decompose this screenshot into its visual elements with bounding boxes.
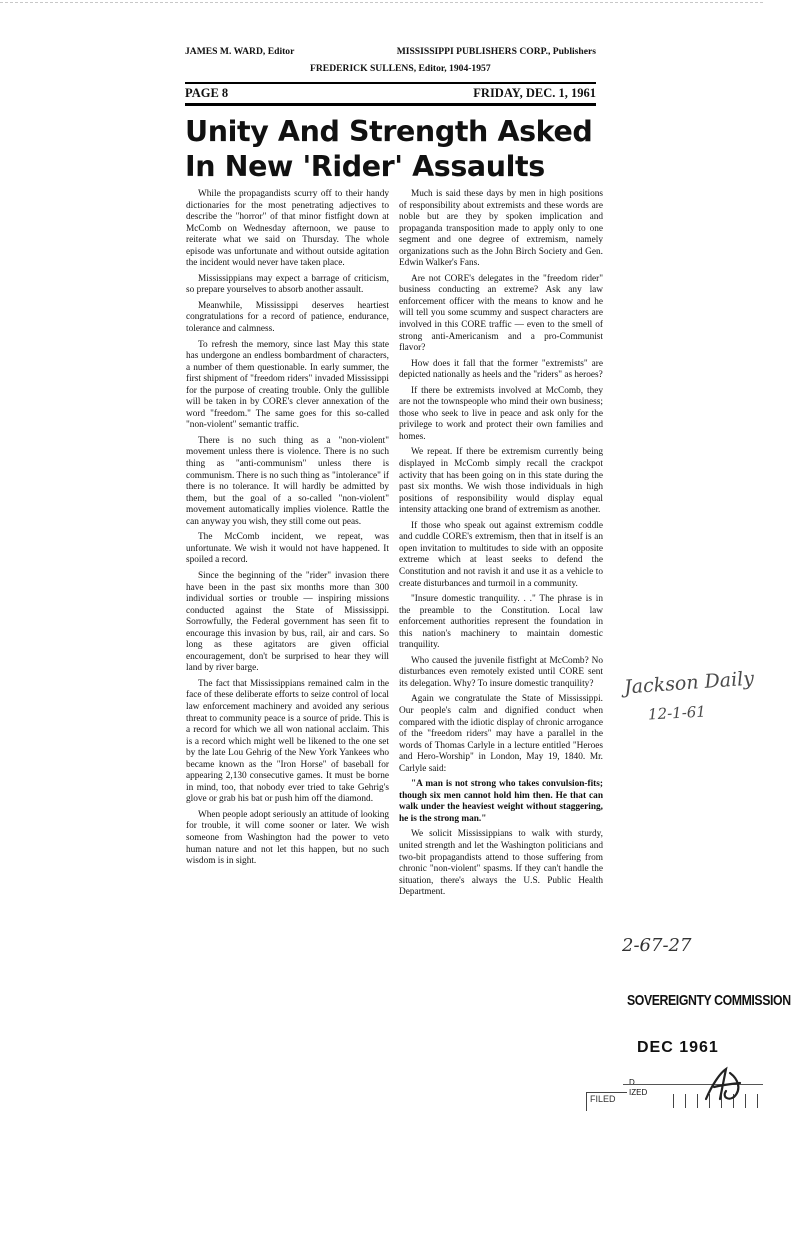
page-label: PAGE 8 (185, 86, 229, 100)
page-bar-rule (185, 103, 596, 106)
paragraph: Since the beginning of the "rider" invasion there have been in the past six months more than 300 individual sorties or trouble — inspiring missions conducted against the State of Mississippi. Sorrowfully, the Federal government has seen fit to encourage this invasion by bus, rail, air and cars. So long as these agitators are given official encouragement, don't be surprised to hear they will land by river barge. (186, 570, 389, 674)
top-dashed-border (0, 2, 763, 3)
date-line: FRIDAY, DEC. 1, 1961 (473, 86, 596, 100)
paragraph: If there be extremists involved at McComb, they are not the townspeople who mind their own business; those who seek to live in peace and ask only for the privilege to work and protect their own families and homes. (399, 385, 603, 442)
handwritten-initials-signature (700, 1065, 748, 1105)
stamp-date: DEC 1961 (637, 1039, 719, 1056)
masthead-rule (185, 82, 596, 84)
paragraph: To refresh the memory, since last May this state has undergone an endless bombardment of characters, a number of them questionable. In early summer, the first shipment of "freedom riders" invaded Mississippi for the purpose of creating trouble. Only the gullible will be taken in by CORE's clever annexation of the word "freedom." The same goes for this so-called "non-violent" semantic traffic. (186, 339, 389, 431)
paragraph: We repeat. If there be extremism currently being displayed in McComb simply recall the crackpot activity that has been going on in this state during the past six months. We wish those individuals in high positions of responsibility would display equal intensity attacking one brand of extremism as another. (399, 447, 603, 516)
paragraph: Mississippians may expect a barrage of criticism, so prepare yourselves to absorb another assault. (186, 273, 389, 296)
headline: Unity And Strength Asked In New 'Rider' Assaults (185, 115, 593, 183)
paragraph: If those who speak out against extremism coddle and cuddle CORE's extremism, then that in itself is an open invitation to multitudes to side with an opposite extreme which at least seeks to defend the Constitution and not ravish it and use it as a vehicle to create disturbances and turmoil in a community. (399, 520, 603, 589)
handwritten-date-note: 12-1-61 (647, 702, 707, 724)
paragraph: Who caused the juvenile fistfight at McComb? No disturbances even remotely existed until CORE sent its delegation. Why? To insure domestic tranquility? (399, 655, 603, 689)
editor-credit: JAMES M. WARD, Editor (185, 46, 295, 57)
article-column-left (186, 189, 389, 872)
publisher-credit: MISSISSIPPI PUBLISHERS CORP., Publishers (396, 46, 596, 57)
filed-stamp: FILED (590, 1094, 616, 1104)
paragraph: The fact that Mississippians remained calm in the face of these deliberate efforts to seize control of local law enforcement machinery and avoided any serious threat to community peace is a source of pride. This is a record for which we all won national acclaim. This is a record which might well be likened to the one set by the late Lou Gehrig of the New York Yankees who became known as the "Iron Horse" of baseball for appearing 2,130 consecutive games. It must be borne in mind, too, that nobody ever tried to take Gehrig's glove or grab his bat or push him off the diamond. (186, 678, 389, 805)
paragraph: Again we congratulate the State of Mississippi. Our people's calm and dignified conduct when compared with the idiotic display of chronic arrogance of the "freedom riders" may have a parallel in the words of Thomas Carlyle in a lecture entitled "Heroes and Hero-Worship" in London, May 19, 1840. Mr. Carlyle said: (399, 694, 603, 774)
former-editor-credit: FREDERICK SULLENS, Editor, 1904-1957 (310, 63, 491, 74)
handwritten-file-number: 2-67-27 (622, 935, 692, 956)
stamp-line1: D (629, 1078, 635, 1087)
paragraph: When people adopt seriously an attitude of looking for trouble, it will come sooner or later. We wish someone from Washington had the power to veto human nature and not let this happen, but no such wisdom is in sight. (186, 809, 389, 867)
paragraph: The McComb incident, we repeat, was unfortunate. We wish it would not have happened. It spoiled a record. (186, 532, 389, 566)
stamp-agency: SOVEREIGNTY COMMISSION (627, 992, 791, 1009)
paragraph: Are not CORE's delegates in the "freedom rider" business conducting an extreme? Ask any law enforcement officer with the means to know and he will tell you some scummy and suspect characters are involved in this CORE traffic — even to the smell of strong anti-Americanism and a pro-Communist flavor? (399, 273, 603, 354)
article-column-right (399, 189, 603, 903)
handwritten-source-note: Jackson Daily (623, 667, 755, 699)
paragraph: While the propagandists scurry off to their handy dictionaries for the most penetrating adjectives to describe the "horror" of that minor fistfight down at McComb on Wednesday afternoon, we pause to reiterate what we said on Thursday. The whole episode was unfortunate and without outside agitation the incident would never have taken place. (186, 189, 389, 269)
page-bar (185, 85, 596, 103)
paragraph: "Insure domestic tranquility. . ." The phrase is in the preamble to the Constitution. Local law enforcement authorities represent the foundation in this nation's machinery to maintain domestic tranquility. (399, 594, 603, 651)
paragraph: Meanwhile, Mississippi deserves heartiest congratulations for a record of patience, endurance, tolerance and calmness. (186, 300, 389, 335)
paragraph: "A man is not strong who takes convulsion-fits; though six men cannot hold him then. He that can walk under the heaviest weight without staggering, he is the strong man." (399, 779, 603, 824)
paragraph: We solicit Mississippians to walk with sturdy, united strength and let the Washington politicians and two-bit propagandists attend to those suffering from chronic "non-violent" spasms. If they can't handle the situation, there's always the U.S. Public Health Department. (399, 829, 603, 898)
stamp-line2: IZED (629, 1088, 648, 1097)
paragraph: There is no such thing as a "non-violent" movement unless there is violence. There is no such thing as "anti-communism" unless there is communism. There is no such thing as "intolerance" if there is no tolerance. It will hardly be admitted by them, but the goal of a so-called "non-violent" movement automatically implies violence. Rattle the can anyway you wish, they still come out peas. (186, 435, 389, 527)
masthead (185, 46, 596, 82)
paragraph: Much is said these days by men in high positions of responsibility about extremists and these words are noble but are they by spoken implication and propaganda transposition made to apply only to one segment and one degree of extremism, namely organizations such as the John Birch Society and Gen. Edwin Walker's Fans. (399, 189, 603, 269)
paragraph: How does it fall that the former "extremists" are depicted nationally as heels and the "riders" as heroes? (399, 358, 603, 381)
